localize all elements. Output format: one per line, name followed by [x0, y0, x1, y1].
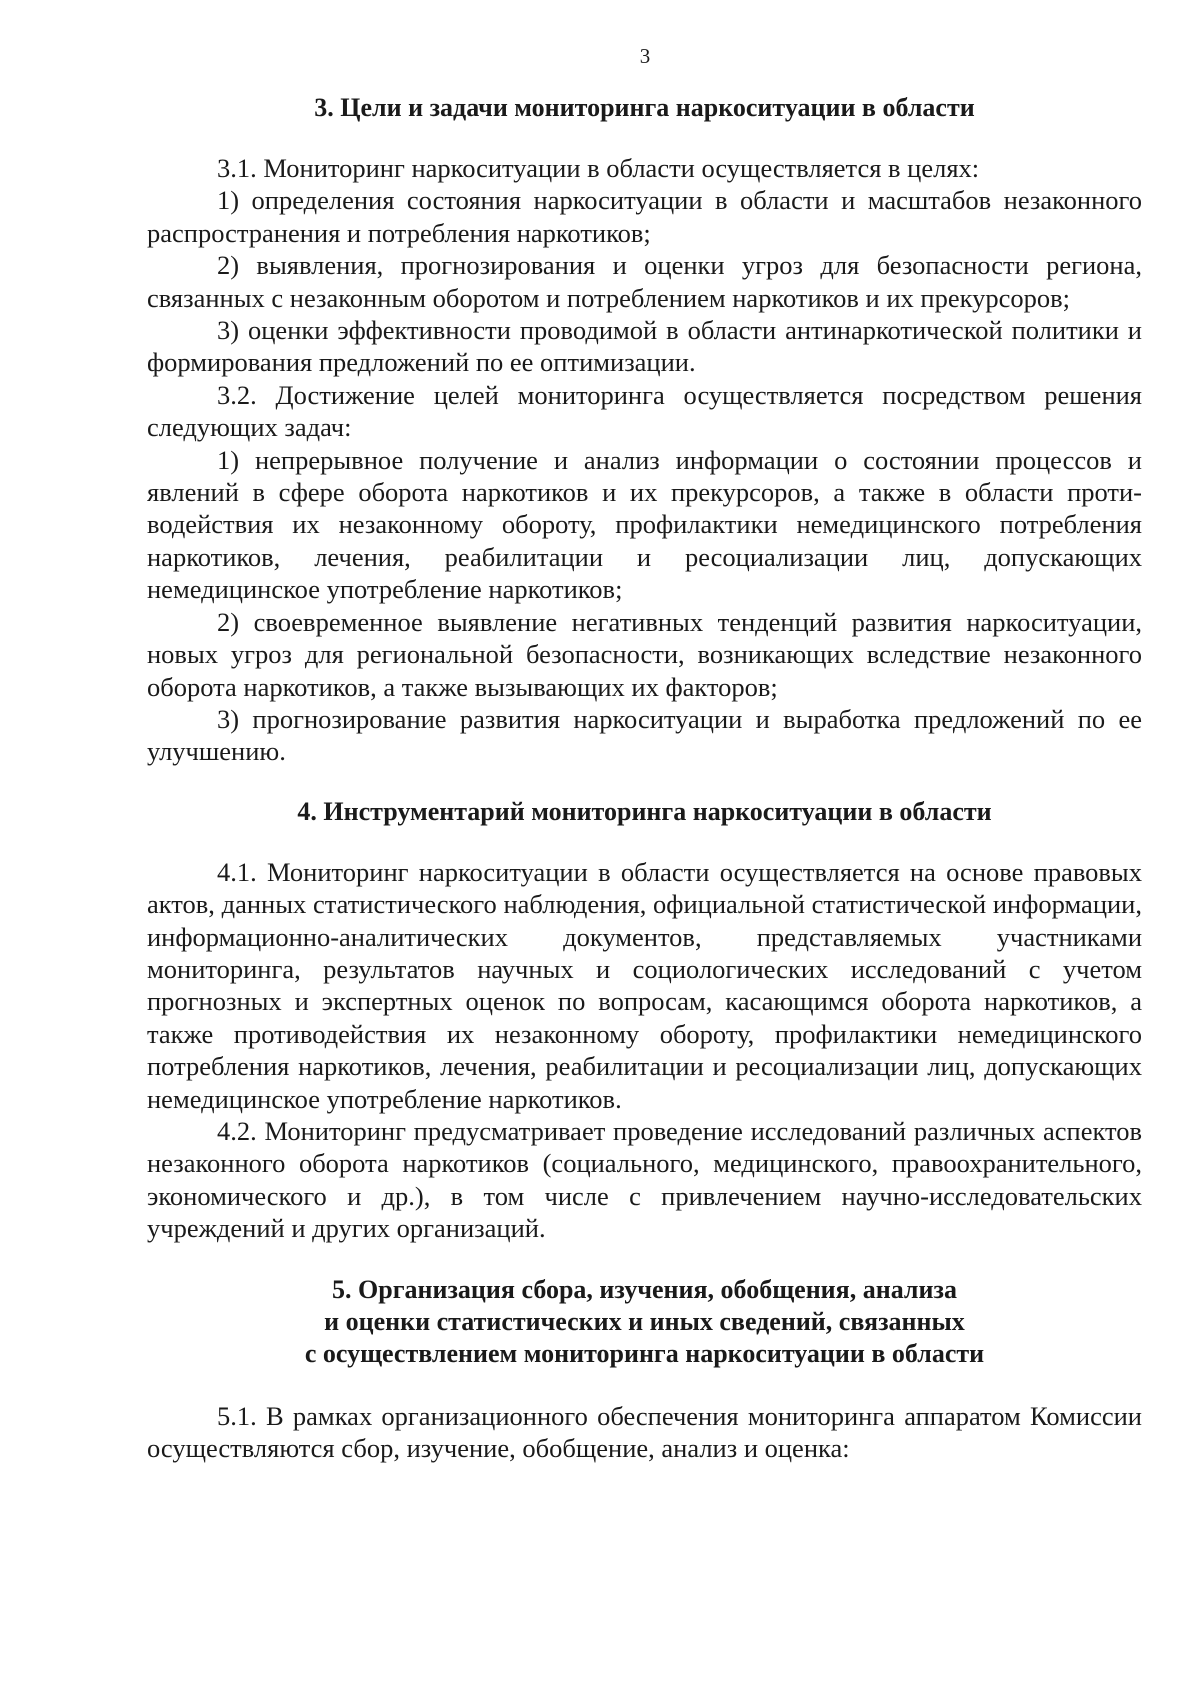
paragraph-3-1-item-1: 1) определения состояния наркоситуации в области и масштабов незаконного распространения и потребления наркотиков; — [147, 185, 1142, 248]
paragraph-4-1: 4.1. Мониторинг наркоситуации в области осуществляется на основе правовых актов, данных статистического наблюдения, официальной статистической информации, информационно-аналитических документов, представляемых участниками мониторинга, результатов научных и социологических исследований с учетом прогнозных и экспертных оценок по вопросам, касающимся оборота наркотиков, а также противодействия их незаконному обороту, профилактики немедицинского потребления наркотиков, лечения, реабилитации и ресоциализации лиц, допускающих немедицинское употребление наркотиков. — [147, 856, 1142, 1114]
paragraph-3-2-item-1: 1) непрерывное получение и анализ информации о состоянии процессов и явлений в сфере оборота наркотиков и их прекурсоров, а также в области противодействия их незаконному обороту, профилактики немедицинского потребления наркотиков, лечения, реабилитации и ресоциализации лиц, допускающих немедицинское употребление наркотиков; — [147, 444, 1142, 605]
section-5-title-line-1: 5. Организация сбора, изучения, обобщения, анализа — [332, 1274, 957, 1304]
paragraph-3-1-item-3: 3) оценки эффективности проводимой в области антинаркотической политики и формирования предложений по ее оптимизации. — [147, 315, 1142, 378]
paragraph-4-2: 4.2. Мониторинг предусматривает проведение исследований различных аспектов незаконного оборота наркотиков (социального, медицинского, правоохранительного, экономического и др.), в том числе с привлечением научно-исследовательских учреждений и других организаций. — [147, 1115, 1142, 1244]
paragraph-3-2: 3.2. Достижение целей мониторинга осуществляется посредством решения следующих задач: — [147, 379, 1142, 443]
section-3-title: 3. Цели и задачи мониторинга наркоситуации в области — [314, 93, 975, 122]
document-body — [147, 92, 1142, 1464]
paragraph-3-2-item-2: 2) своевременное выявление негативных тенденций развития наркоситуации, новых угроз для региональной безопасности, возникающих вследствие незаконного оборота наркотиков, а также вызывающих их факторов; — [147, 606, 1142, 702]
section-4 — [147, 796, 1142, 1245]
section-5-title-line-3: с осуществлением мониторинга наркоситуации в области — [304, 1338, 985, 1368]
section-5-title-line-2: и оценки статистических и иных сведений, связанных — [324, 1306, 965, 1336]
section-4-title: 4. Инструментарий мониторинга наркоситуации в области — [297, 796, 992, 826]
section-3 — [147, 92, 1142, 768]
section-5 — [147, 1274, 1142, 1465]
paragraph-3-2-item-3: 3) прогнозирование развития наркоситуации и выработка предложений по ее улучшению. — [147, 703, 1142, 767]
paragraph-3-1-item-2: 2) выявления, прогнозирования и оценки угроз для безопасности региона, связанных с незаконным оборотом и потреблением наркотиков и их прекурсоров; — [147, 250, 1142, 313]
section-5-title — [147, 1274, 1142, 1370]
page-number: 3 — [639, 44, 651, 68]
paragraph-5-1: 5.1. В рамках организационного обеспечения мониторинга аппаратом Комиссии осуществляются сбор, изучение, обобщение, анализ и оценка: — [147, 1400, 1142, 1463]
paragraph-3-1: 3.1. Мониторинг наркоситуации в области осуществляется в целях: — [217, 153, 980, 183]
